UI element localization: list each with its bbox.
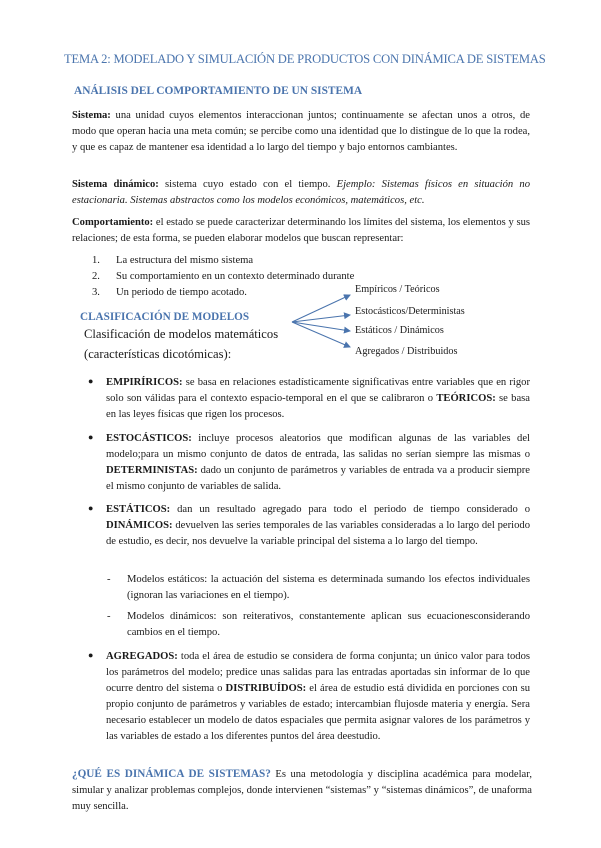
question-heading: ¿QUÉ ES DINÁMICA DE SISTEMAS?: [72, 768, 271, 780]
subitem-modelos-estaticos: - Modelos estáticos: la actuación del sistema es determinada sumando los efectos individuales (ignoran las variaciones en el tiempo).: [107, 574, 530, 602]
branch-empiricos-teoricos: Empíricos / Teóricos: [355, 284, 440, 295]
text-sistema-dinamico: sistema cuyo estado con el tiempo.: [158, 179, 337, 190]
subitem-modelos-dinamicos: - Modelos dinámicos: son reiterativos, constantemente aplican sus ecuacionesconsiderando cambios en el tiempo.: [107, 611, 530, 639]
bullet-empiricos: ● EMPIRÍRICOS: se basa en relaciones estadísticamente significativas entre variables que en rigor solo son válidas para el contexto espacio-temporal en el que se calibraron o TEÓRICOS: se basa en las leyes físicas que rigen los procesos.: [88, 376, 530, 421]
bullet-dot: ●: [88, 503, 94, 513]
bullet-estaticos: ● ESTÁTICOS: dan un resultado agregado para todo el periodo de tiempo considerado o DINÁMICOS: devuelven las series temporales de las variables consideradas a lo largo del periodo de estudio, es decir, nos devuelve la variable principal del sistema a lo largo del tiempo.: [88, 503, 530, 548]
term-sistema: Sistema:: [72, 110, 111, 121]
list-item: 1. La estructura del mismo sistema: [92, 255, 254, 266]
arrow-estaticos: [292, 322, 350, 331]
term-comportamiento: Comportamiento:: [72, 217, 154, 228]
document-title: TEMA 2: MODELADO Y SIMULACIÓN DE PRODUCTOS CON DINÁMICA DE SISTEMAS: [64, 52, 546, 66]
bullet-dot: ●: [88, 432, 94, 442]
branch-estaticos-dinamicos: Estáticos / Dinámicos: [355, 325, 444, 336]
dash-marker: -: [107, 574, 111, 585]
text-comportamiento: el estado se puede caracterizar determinando los límites del sistema, los elementos y sus relaciones; de esta forma, se pueden elaborar modelos que buscan representar:: [72, 217, 530, 245]
bullet-estocasticos: ● ESTOCÁSTICOS: incluye procesos aleatorios que modifican algunas de las variables del modelo;para un mismo conjunto de datos de entrada, las salidas no serían siempre las mismas o DETERMINISTAS: dado un conjunto de parámetros y variables de entrada va a producir siempre el mismo conjunto de variables de salida.: [88, 432, 530, 493]
arrow-agregados: [292, 322, 350, 347]
branch-agregados-distribuidos: Agregados / Distribuidos: [355, 346, 458, 357]
dash-marker: -: [107, 611, 111, 622]
example-sistema-dinamico: Ejemplo: Sistemas físicos en situación no estacionaria. Sistemas abstractos como los modelos económicos, matemáticos, etc.: [72, 179, 531, 207]
paragraph-dinamica-sistemas: [72, 766, 532, 815]
classification-subtitle: Clasificación de modelos matemáticos (características dicotómicas):: [84, 327, 279, 361]
arrow-empiricos: [292, 295, 350, 322]
term-sistema-dinamico: Sistema dinámico:: [72, 179, 159, 190]
bullet-agregados: ● AGREGADOS: toda el área de estudio se considera de forma conjunta; un único valor para todos los parámetros del modelo; predice unas salidas para las entradas aportadas sin informar de lo que ocurre dentro del sistema o DISTRIBUÍDOS: el área de estudio está dividida en porciones con su propio conjunto de parámetros y variables de estado; intercambian flujosde materia y energía. Sera necesario establecer un modelo de datos espaciales que permita asignar valores de los parámetros y las variables de estado a los diferentes puntos del área deestudio.: [88, 650, 530, 743]
bullet-dot: ●: [88, 650, 94, 660]
branch-estocasticos-deterministas: Estocásticos/Deterministas: [355, 306, 465, 317]
section-heading-clasificacion: CLASIFICACIÓN DE MODELOS: [80, 311, 250, 323]
list-item: 2. Su comportamiento en un contexto determinado durante: [92, 271, 355, 283]
text-sistema: una unidad cuyos elementos interaccionan juntos; continuamente se afectan unos a otros, de modo que operan hacia una meta común; se percibe como una identidad que lo distingue de lo que la rodea, y que es capaz de mantener esa identidad a lo largo del tiempo y bajo entornos cambiantes.: [72, 110, 530, 154]
list-item: 3. Un periodo de tiempo acotado.: [92, 287, 247, 299]
question-text: Es una metodología y disciplina académica para modelar, simular y analizar problemas complejos, donde intervienen “sistemas” y “sistemas dinámicos”, de unaforma muy sencilla.: [72, 769, 532, 813]
section-heading-analisis: ANÁLISIS DEL COMPORTAMIENTO DE UN SISTEMA: [74, 85, 363, 97]
bullet-dot: ●: [88, 376, 94, 386]
